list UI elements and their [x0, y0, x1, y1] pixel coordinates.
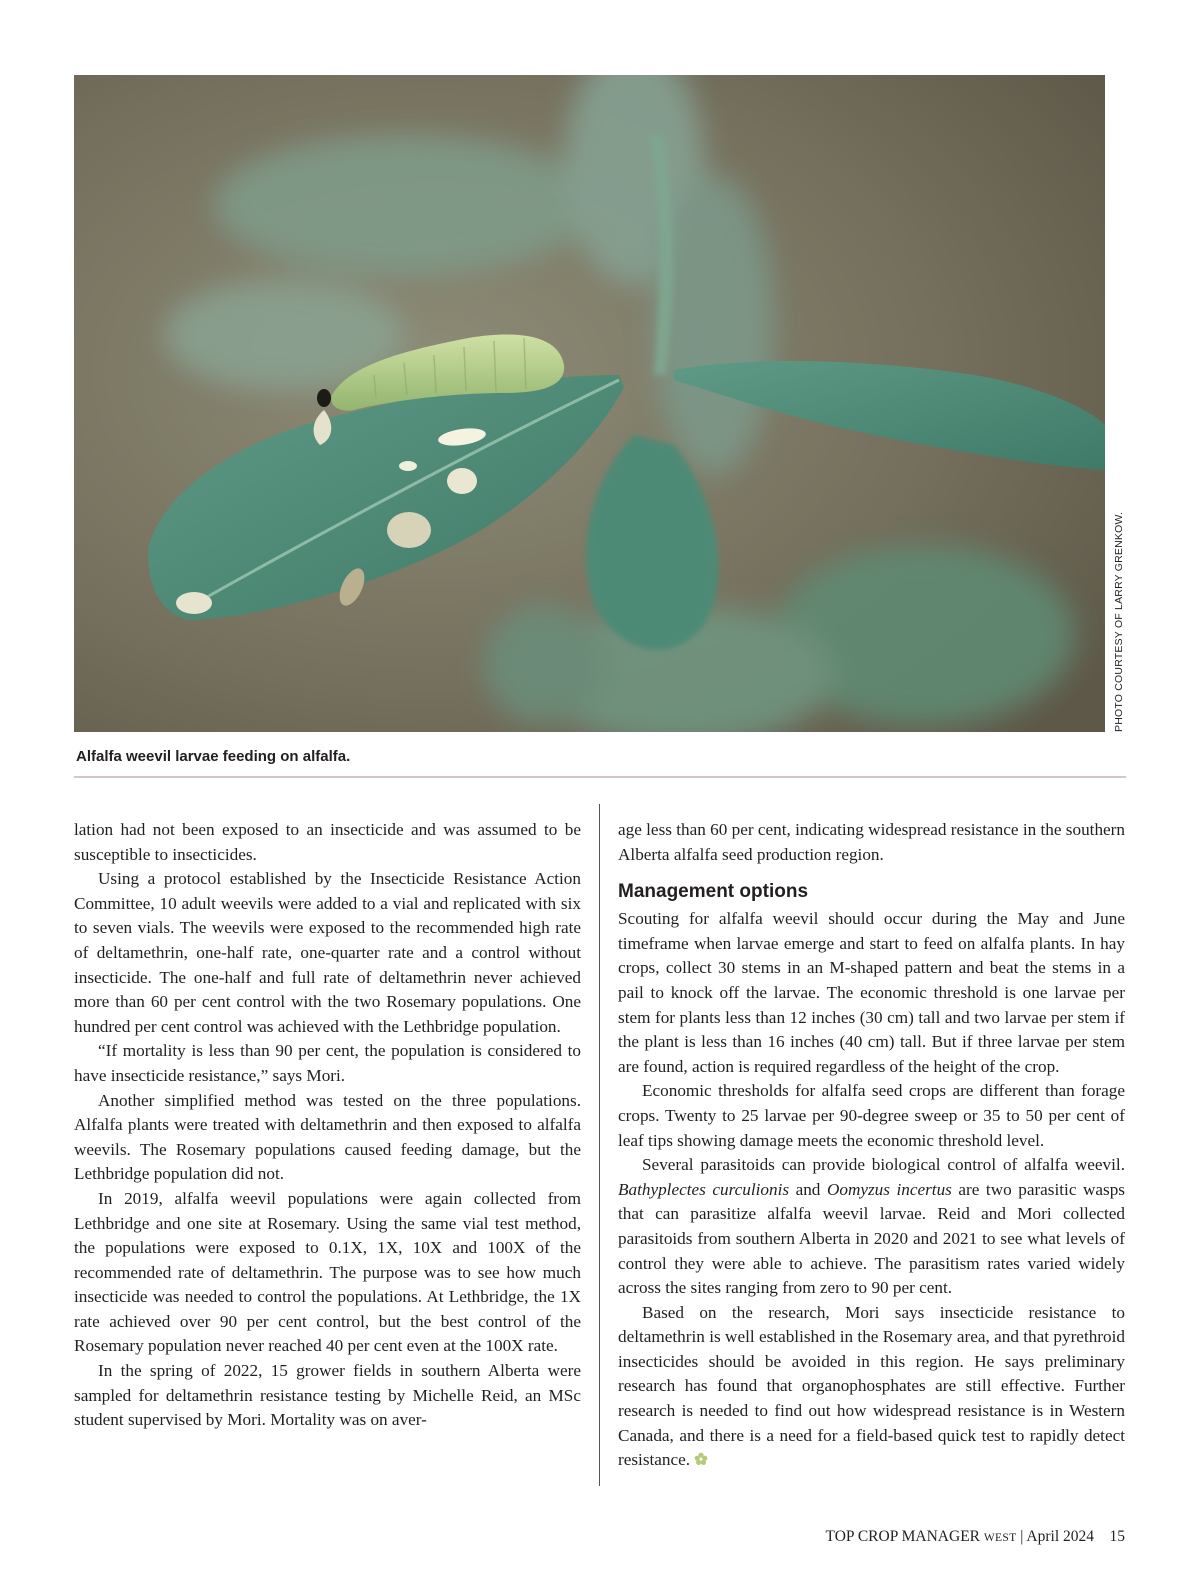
species-name: Oomyzus incertus — [826, 1179, 952, 1199]
photo-credit: PHOTO COURTESY OF LARRY GRENKOW. — [1113, 511, 1125, 732]
feature-photo — [74, 75, 1105, 732]
page-number: 15 — [1109, 1528, 1125, 1545]
paragraph: “If mortality is less than 90 per cent, the population is considered to have insecticide resistance,” says Mori. — [74, 1041, 581, 1085]
paragraph-text: Based on the research, Mori says insecticide resistance to deltamethrin is well established in the Rosemary area, and that pyrethroid insecticides should be avoided in this region. He says preliminary research has found that organophosphates are still effective. Further research is needed to find out how widespread resistance is in Western Canada, and there is a need for a field-based quick test to rapidly detect resistance. — [618, 1302, 1125, 1470]
publication-edition: WEST — [983, 1532, 1017, 1544]
paragraph: lation had not been exposed to an insecticide and was assumed to be susceptible to insecticides. — [74, 820, 581, 864]
footer-separator: | — [1020, 1528, 1024, 1545]
issue-date: April 2024 — [1026, 1528, 1094, 1545]
paragraph: Scouting for alfalfa weevil should occur during the May and June timeframe when larvae emerge and start to feed on alfalfa plants. In hay crops, collect 30 stems in an M-shaped pattern and beat the stems in a pail to knock off the larvae. The economic threshold is one larvae per stem for plants less than 12 inches (30 cm) tall and two larvae per stem if the plant is less than 16 inches (40 cm) tall. But if three larvae per stem are found, action is required regardless of the height of the crop. — [618, 909, 1125, 1076]
paragraph: Another simplified method was tested on the three populations. Alfalfa plants were treated with deltamethrin and then exposed to alfalfa weevils. The Rosemary populations caused feeding damage, but the Lethbridge population did not. — [74, 1090, 581, 1184]
larva-photo-illustration — [74, 75, 1105, 732]
paragraph — [618, 1153, 1125, 1301]
publication-name: TOP CROP MANAGER — [825, 1528, 981, 1545]
paragraph: In the spring of 2022, 15 grower fields in southern Alberta were sampled for deltamethrin resistance testing by Michelle Reid, an MSc student supervised by Mori. Mortality was on aver- — [74, 1361, 581, 1430]
paragraph-text: Several parasitoids can provide biological control of alfalfa weevil. — [642, 1155, 1125, 1175]
right-column — [618, 818, 1125, 1473]
paragraph: Using a protocol established by the Insecticide Resistance Action Committee, 10 adult weevils were added to a vial and replicated with six to seven vials. The weevils were exposed to the recommended high rate of deltamethrin, one-half rate, one-quarter rate and a control without insecticide. The one-half and full rate of deltamethrin never achieved more than 60 per cent control with the two Rosemary populations. One hundred per cent control was achieved with the Lethbridge population. — [74, 869, 581, 1036]
section-heading: Management options — [618, 881, 809, 903]
paragraph: age less than 60 per cent, indicating widespread resistance in the southern Alberta alfalfa seed production region. — [618, 820, 1125, 864]
paragraph: In 2019, alfalfa weevil populations were again collected from Lethbridge and one site at Rosemary. Using the same vial test method, the populations were exposed to 0.1X, 1X, 10X and 100X of the recommended rate of deltamethrin. The purpose was to see how much insecticide was needed to control the populations. At Lethbridge, the 1X rate achieved over 90 per cent control, but the best control of the Rosemary population never reached 40 per cent even at the 100X rate. — [74, 1188, 581, 1356]
paragraph: Economic thresholds for alfalfa seed crops are different than forage crops. Twenty to 25 larvae per 90-degree sweep or 35 to 50 per cent of leaf tips showing damage meets the economic threshold level. — [618, 1081, 1125, 1150]
column-divider — [599, 804, 600, 1486]
paragraph — [618, 1301, 1125, 1473]
photo-caption: Alfalfa weevil larvae feeding on alfalfa. — [76, 748, 351, 765]
leaf-end-mark-icon — [694, 1452, 708, 1466]
paragraph-text: are two parasitic wasps that can parasitize alfalfa weevil larvae. Reid and Mori collected parasitoids from southern Alberta in 2020 and 2021 to see what levels of control they were able to achieve. The parasitism rates varied widely across the sites ranging from zero to 90 per cent. — [618, 1179, 1125, 1298]
page-footer — [826, 1528, 1125, 1546]
caption-divider — [74, 776, 1126, 778]
species-name: Bathyplectes curculionis — [618, 1179, 790, 1199]
left-column — [74, 818, 581, 1433]
paragraph-text: and — [789, 1179, 827, 1199]
